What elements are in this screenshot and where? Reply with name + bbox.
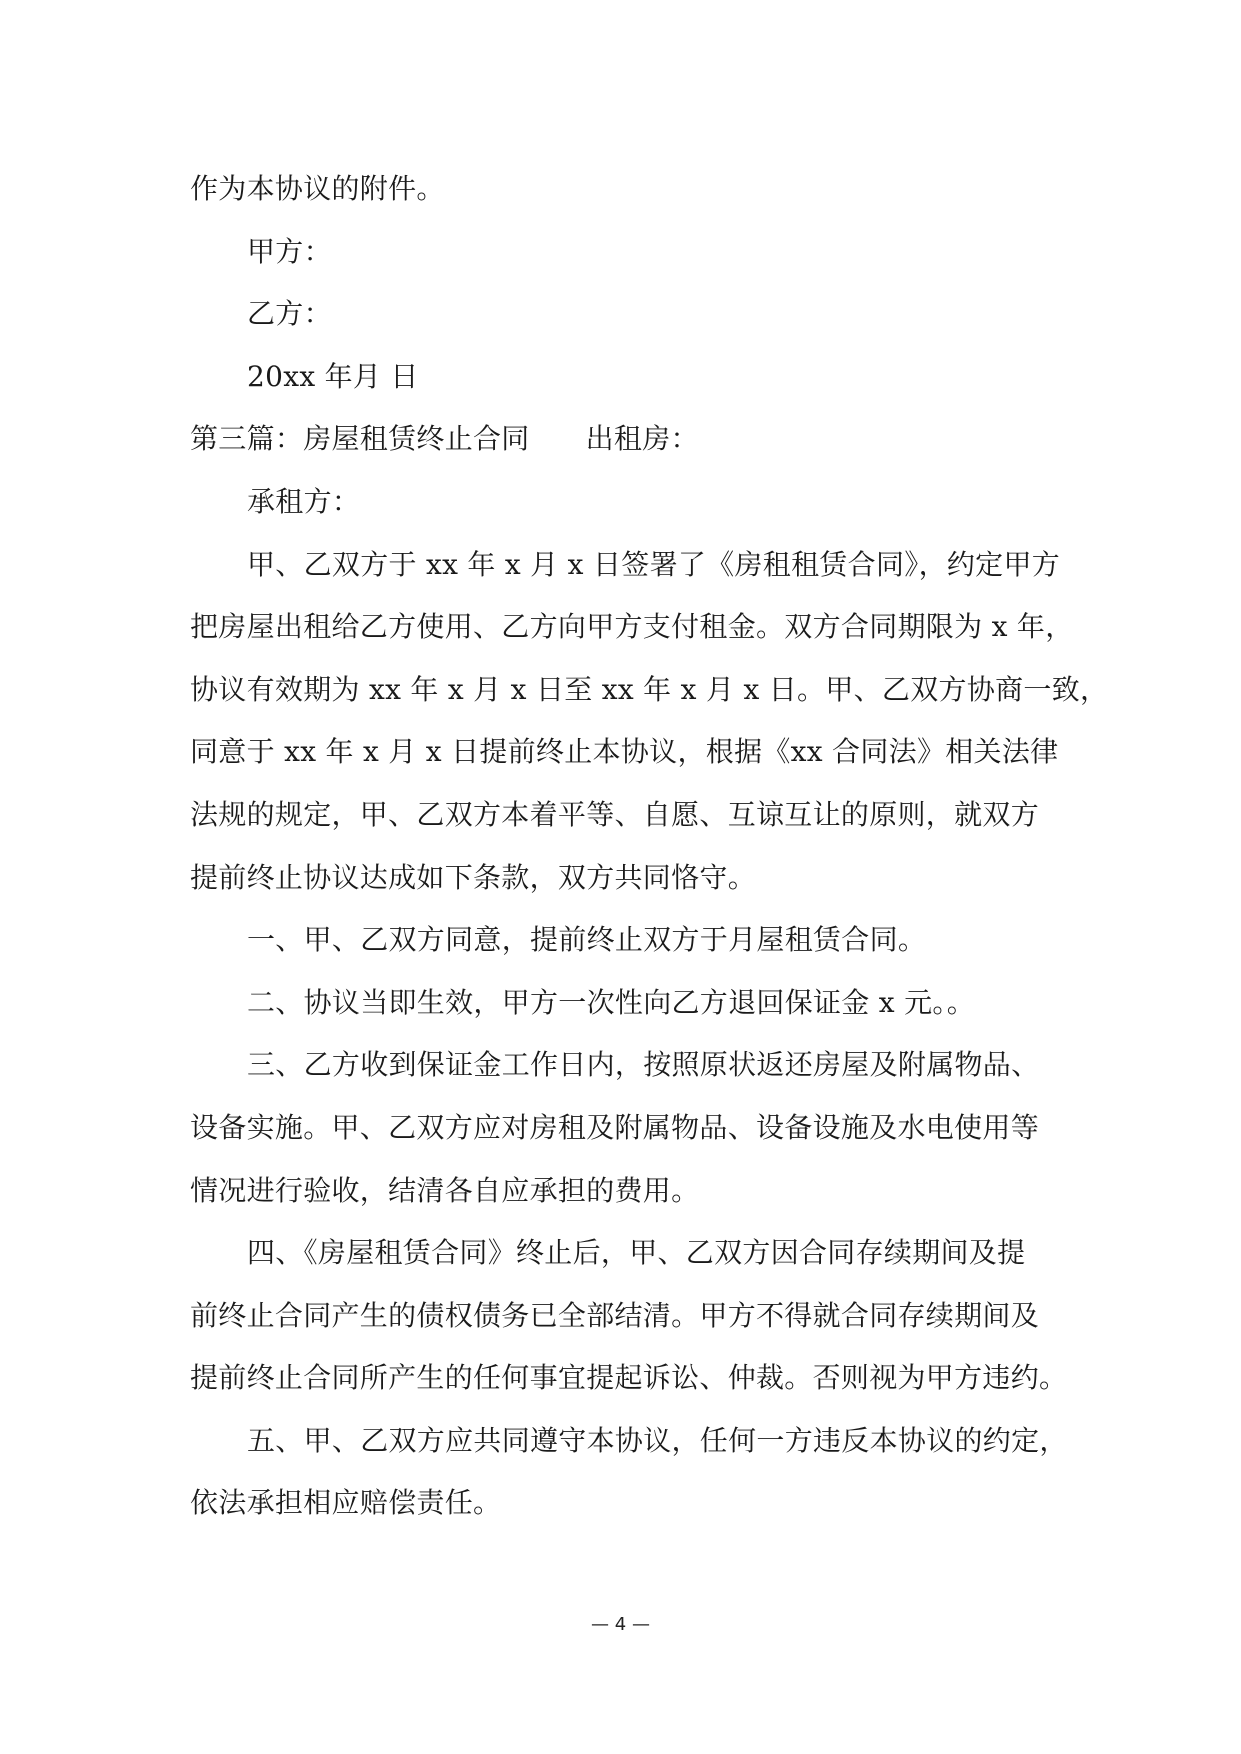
paragraph-line: 协议有效期为 xx 年 x 月 x 日至 xx 年 x 月 x 日。甲、乙双方协商一致， (190, 672, 1109, 706)
clause-5: 五、甲、乙双方应共同遵守本协议，任何一方违反本协议的约定， (247, 1423, 1068, 1457)
paragraph-line: 法规的规定，甲、乙双方本着平等、自愿、互谅互让的原则，就双方 (190, 797, 1040, 831)
text-line: 作为本协议的附件。 (190, 172, 445, 205)
paragraph-line: 同意于 xx 年 x 月 x 日提前终止本协议，根据《xx 合同法》相关法律 (190, 735, 1059, 769)
paragraph-line: 甲、乙双方于 xx 年 x 月 x 日签署了《房租租赁合同》，约定甲方 (247, 547, 1061, 581)
paragraph-line: 提前终止协议达成如下条款，双方共同恪守。 (190, 860, 757, 894)
clause-3-continued: 情况进行验收，结清各自应承担的费用。 (190, 1173, 700, 1207)
clause-5-continued: 依法承担相应赔偿责任。 (190, 1486, 502, 1520)
clause-3: 三、乙方收到保证金工作日内，按照原状返还房屋及附属物品、 (247, 1048, 1040, 1082)
lessee-label: 承租方： (247, 484, 361, 518)
document-body (190, 158, 1109, 1535)
section-heading-line (190, 408, 1060, 471)
lessor-label: 出租房： (585, 422, 699, 456)
date-line: 20xx 年月 日 (247, 359, 419, 393)
party-a-label: 甲方： (247, 234, 332, 268)
paragraph-line: 把房屋出租给乙方使用、乙方向甲方支付租金。双方合同期限为 x 年， (190, 610, 1074, 644)
page-number: — 4 — (591, 1614, 650, 1635)
clause-4-continued: 提前终止合同所产生的任何事宜提起诉讼、仲裁。否则视为甲方违约。 (190, 1361, 1068, 1395)
section-heading: 第三篇：房屋租赁终止合同 (190, 422, 530, 456)
clause-3-continued: 设备实施。甲、乙双方应对房租及附属物品、设备设施及水电使用等 (190, 1110, 1040, 1144)
clause-4: 四、《房屋租赁合同》终止后，甲、乙双方因合同存续期间及提 (247, 1236, 1026, 1270)
clause-2: 二、协议当即生效，甲方一次性向乙方退回保证金 x 元。。 (247, 985, 975, 1019)
clause-1: 一、甲、乙双方同意，提前终止双方于月屋租赁合同。 (247, 923, 927, 957)
party-b-label: 乙方： (247, 297, 332, 331)
clause-4-continued: 前终止合同产生的债权债务已全部结清。甲方不得就合同存续期间及 (190, 1298, 1040, 1332)
